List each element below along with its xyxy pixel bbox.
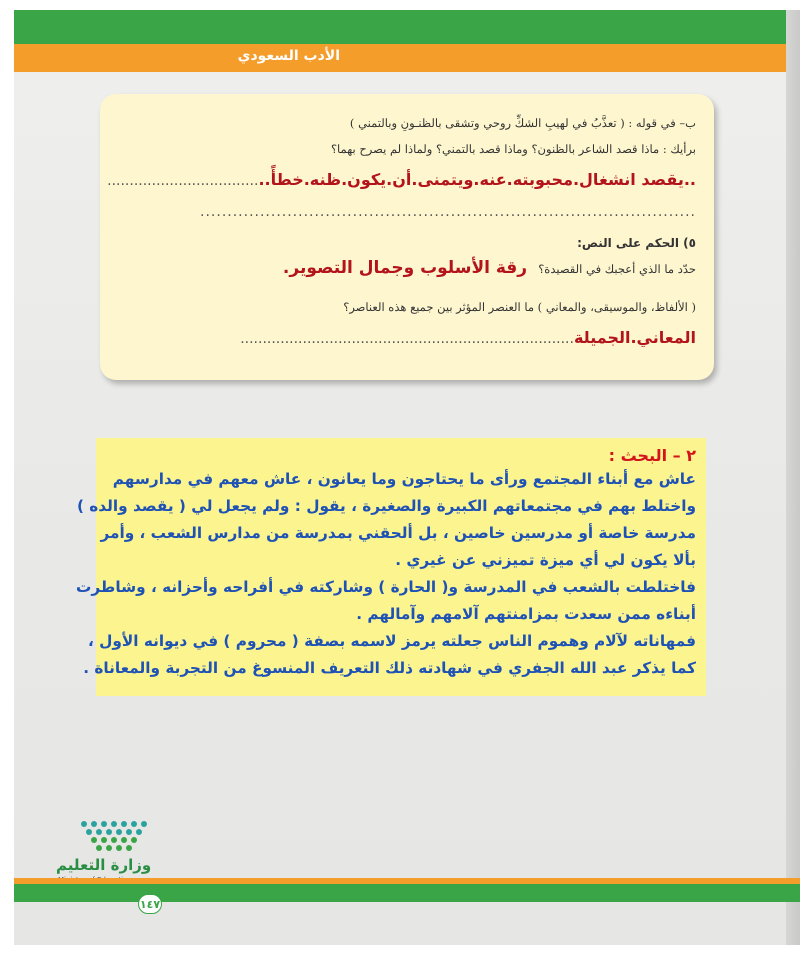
research-box bbox=[76, 438, 706, 696]
book-page bbox=[14, 10, 800, 945]
research-line-3: مدرسة خاصة أو مدرسين خاصين ، بل ألحقني بمدرسة من مدارس الشعب ، وأمر bbox=[100, 524, 696, 542]
header-green-band bbox=[14, 10, 800, 44]
side-edge-shadow bbox=[786, 10, 800, 945]
footer-green-band bbox=[14, 884, 800, 902]
research-line-4: بألا يكون لي أي ميزة تميزني عن غيري . bbox=[395, 551, 696, 569]
answer-1: ..يقصد انشغال.محبوبته.عنه.ويتمنى.أن.يكون.ظنه.خطأً.. bbox=[258, 170, 696, 189]
question-5-line2: ( الألفاظ، والموسيقى، والمعاني ) ما العنصر المؤثر بين جميع هذه العناصر؟ bbox=[343, 300, 696, 314]
research-line-5: فاختلطت بالشعب في المدرسة و( الحارة ) وشاركته في أفراحه وأحزانه ، وشاطرت bbox=[76, 578, 696, 596]
header-orange-band bbox=[14, 44, 800, 72]
research-title: ٢ – البحث : bbox=[608, 446, 696, 465]
research-line-6: أبناءه ممن سعدت بمزامنتهم آلامهم وآمالهم . bbox=[356, 605, 696, 623]
research-line-7: فمهاناته لآلام وهموم الناس جعلته يرمز لاسمه بصفة ( محروم ) في ديوانه الأول ، bbox=[87, 632, 696, 650]
research-line-2: واختلط بهم في مجتمعاتهم الكبيرة والصغيرة ، يقول : ولم يجعل لي ( يقصد والده ) bbox=[76, 497, 696, 515]
section-title: الأدب السعودي bbox=[237, 48, 340, 64]
answer-1-dots: .................................. bbox=[107, 173, 259, 189]
ministry-name-arabic: وزارة التعليم bbox=[56, 856, 152, 874]
exercise-card bbox=[100, 94, 714, 380]
answer-2: رقة الأسلوب وجمال التصوير. bbox=[282, 258, 528, 278]
answer-3: المعاني.الجميلة bbox=[573, 328, 696, 347]
question-b-line1: ب– في قوله : ( تعذَّبُ في لهيبِ الشكِّ روحي وتشقى بالظنـونِ وبالتمني ) bbox=[349, 116, 696, 130]
question-b-line2: برأيك : ماذا قصد الشاعر بالظنون؟ وماذا قصد بالتمني؟ ولماذا لم يصرح بهما؟ bbox=[330, 142, 696, 156]
question-5-row1 bbox=[283, 258, 696, 278]
question-5-line1: حدّد ما الذي أعجبك في القصيدة؟ bbox=[538, 262, 696, 276]
research-line-1: عاش مع أبناء المجتمع ورأى ما يحتاجون وما يعانون ، عاش معهم في مدارسهم bbox=[112, 470, 696, 488]
answer-3-row bbox=[240, 328, 696, 347]
answer-1-row bbox=[107, 170, 696, 189]
blank-dotted-line: ........................................................................................... bbox=[200, 204, 696, 220]
research-line-8: كما يذكر عبد الله الجفري في شهادته ذلك التعريف المنسوغ من التجربة والمعاناة . bbox=[83, 659, 696, 677]
answer-3-dots: ........................................................................... bbox=[240, 331, 574, 347]
section-5-heading: ٥) الحكم على النص: bbox=[577, 236, 696, 250]
page-number: ١٤٧ bbox=[138, 894, 162, 914]
